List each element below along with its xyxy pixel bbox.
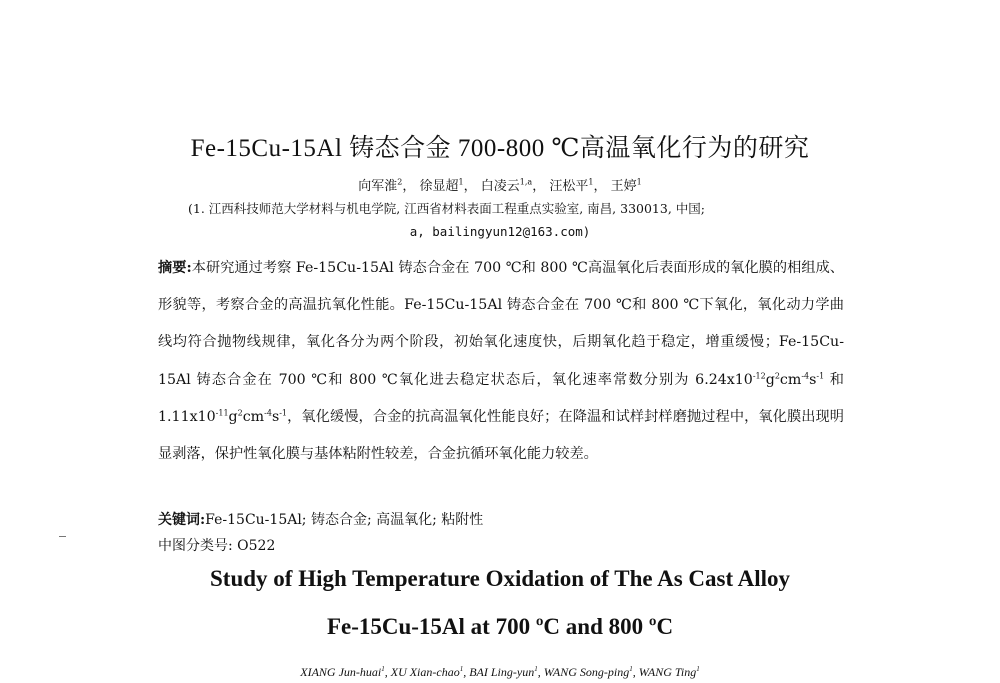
margin-mark (59, 536, 66, 537)
author-name: 王婷 (610, 179, 637, 194)
author-affiliation-mark: 1 (636, 177, 642, 187)
abstract-label: 摘要: (158, 260, 192, 276)
abstract-text: 和 1.11x10 (158, 371, 844, 425)
keywords-label: 关键词: (158, 512, 206, 528)
author-name: XU Xian-chao (390, 665, 460, 679)
affiliation: (1. 江西科技师范大学材料与机电学院, 江西省材料表面工程重点实验室, 南昌, 330013, 中国; (188, 201, 705, 216)
author-name: XIANG Jun-huai (300, 665, 382, 679)
author-affiliation-mark: 1 (696, 665, 700, 673)
classification-number: 中图分类号: O522 (158, 538, 276, 554)
chinese-author-list: 向军淮$^2$， 徐显超$^1$， 白凌云$^{1,a}$， 汪松平$^1$， 王婷$^1$ (358, 177, 642, 194)
author-name: 汪松平 (549, 179, 589, 194)
author-name: 向军淮 (358, 179, 398, 194)
exponent: -4 (801, 370, 810, 380)
abstract-text: 本研究通过考察 Fe-15Cu-15Al 铸态合金在 700 ℃和 800 ℃高温氧化后表面形成的氧化膜的相组成、形貌等，考察合金的高温抗氧化性能。Fe-15Cu-15Al 铸态合金在 700 ℃和 800 ℃下氧化，氧化动力学曲线均符合抛物线规律，氧化各分为两个阶段，初始氧化速度快，后期氧化趋于稳定，增重缓慢；Fe-15Cu-15Al 铸态合金在 700 ℃和 800 ℃氧化进去稳定状态后，氧化速率常数分别为 6.24x10 (158, 260, 844, 388)
author-affiliation-mark: 1 (629, 665, 633, 673)
corresponding-email: a, bailingyun12@163.com) (409, 224, 591, 239)
unit: cm (242, 408, 265, 425)
author-name: BAI Ling-yun (469, 665, 535, 679)
author-affiliation-mark: 1 (459, 665, 464, 673)
keywords-line (158, 509, 858, 529)
author-affiliation-mark: 1 (534, 665, 538, 673)
unit: g (228, 408, 238, 425)
unit: cm (779, 371, 802, 388)
abstract-paragraph (158, 250, 844, 473)
author-affiliation-mark: 1 (381, 665, 385, 673)
exponent: -11 (215, 408, 229, 418)
author-affiliation-mark: 1,a (519, 177, 533, 187)
english-title-line-1: Study of High Temperature Oxidation of The As Cast Alloy (210, 566, 790, 591)
keywords-text: Fe-15Cu-15Al; 铸态合金; 高温氧化; 粘附性 (205, 512, 484, 528)
exponent: -12 (752, 370, 766, 380)
abstract-text: ，氧化缓慢，合金的抗高温氧化性能良好；在降温和试样封样磨抛过程中，氧化膜出现明显剥落，保护性氧化膜与基体粘附性较差，合金抗循环氧化能力较差。 (158, 408, 844, 463)
exponent: 2 (774, 370, 780, 380)
author-name: 徐显超 (419, 179, 459, 194)
unit: s (271, 408, 280, 425)
exponent: -1 (279, 408, 288, 418)
unit: g (765, 371, 775, 388)
author-affiliation-mark: 2 (397, 177, 403, 187)
english-title-line-2: Fe-15Cu-15Al at 700 ºC and 800 ºC (326, 614, 674, 639)
author-name: WANG Song-ping (543, 665, 630, 679)
author-affiliation-mark: 1 (458, 177, 464, 187)
author-name: 白凌云 (480, 179, 520, 194)
author-name: WANG Ting (638, 665, 697, 679)
english-author-list: XIANG Jun-huai$^1$, XU Xian-chao$^1$, BAI Ling-yun$^1$, WANG Song-ping$^1$, WANG Ting$^1$ (300, 665, 700, 679)
exponent: -1 (816, 370, 825, 380)
author-affiliation-mark: 1 (588, 177, 594, 187)
exponent: -4 (264, 408, 272, 418)
exponent: 2 (237, 408, 243, 418)
unit: s (809, 371, 817, 388)
chinese-title: Fe-15Cu-15Al 铸态合金 700-800 ℃高温氧化行为的研究 (190, 135, 810, 162)
